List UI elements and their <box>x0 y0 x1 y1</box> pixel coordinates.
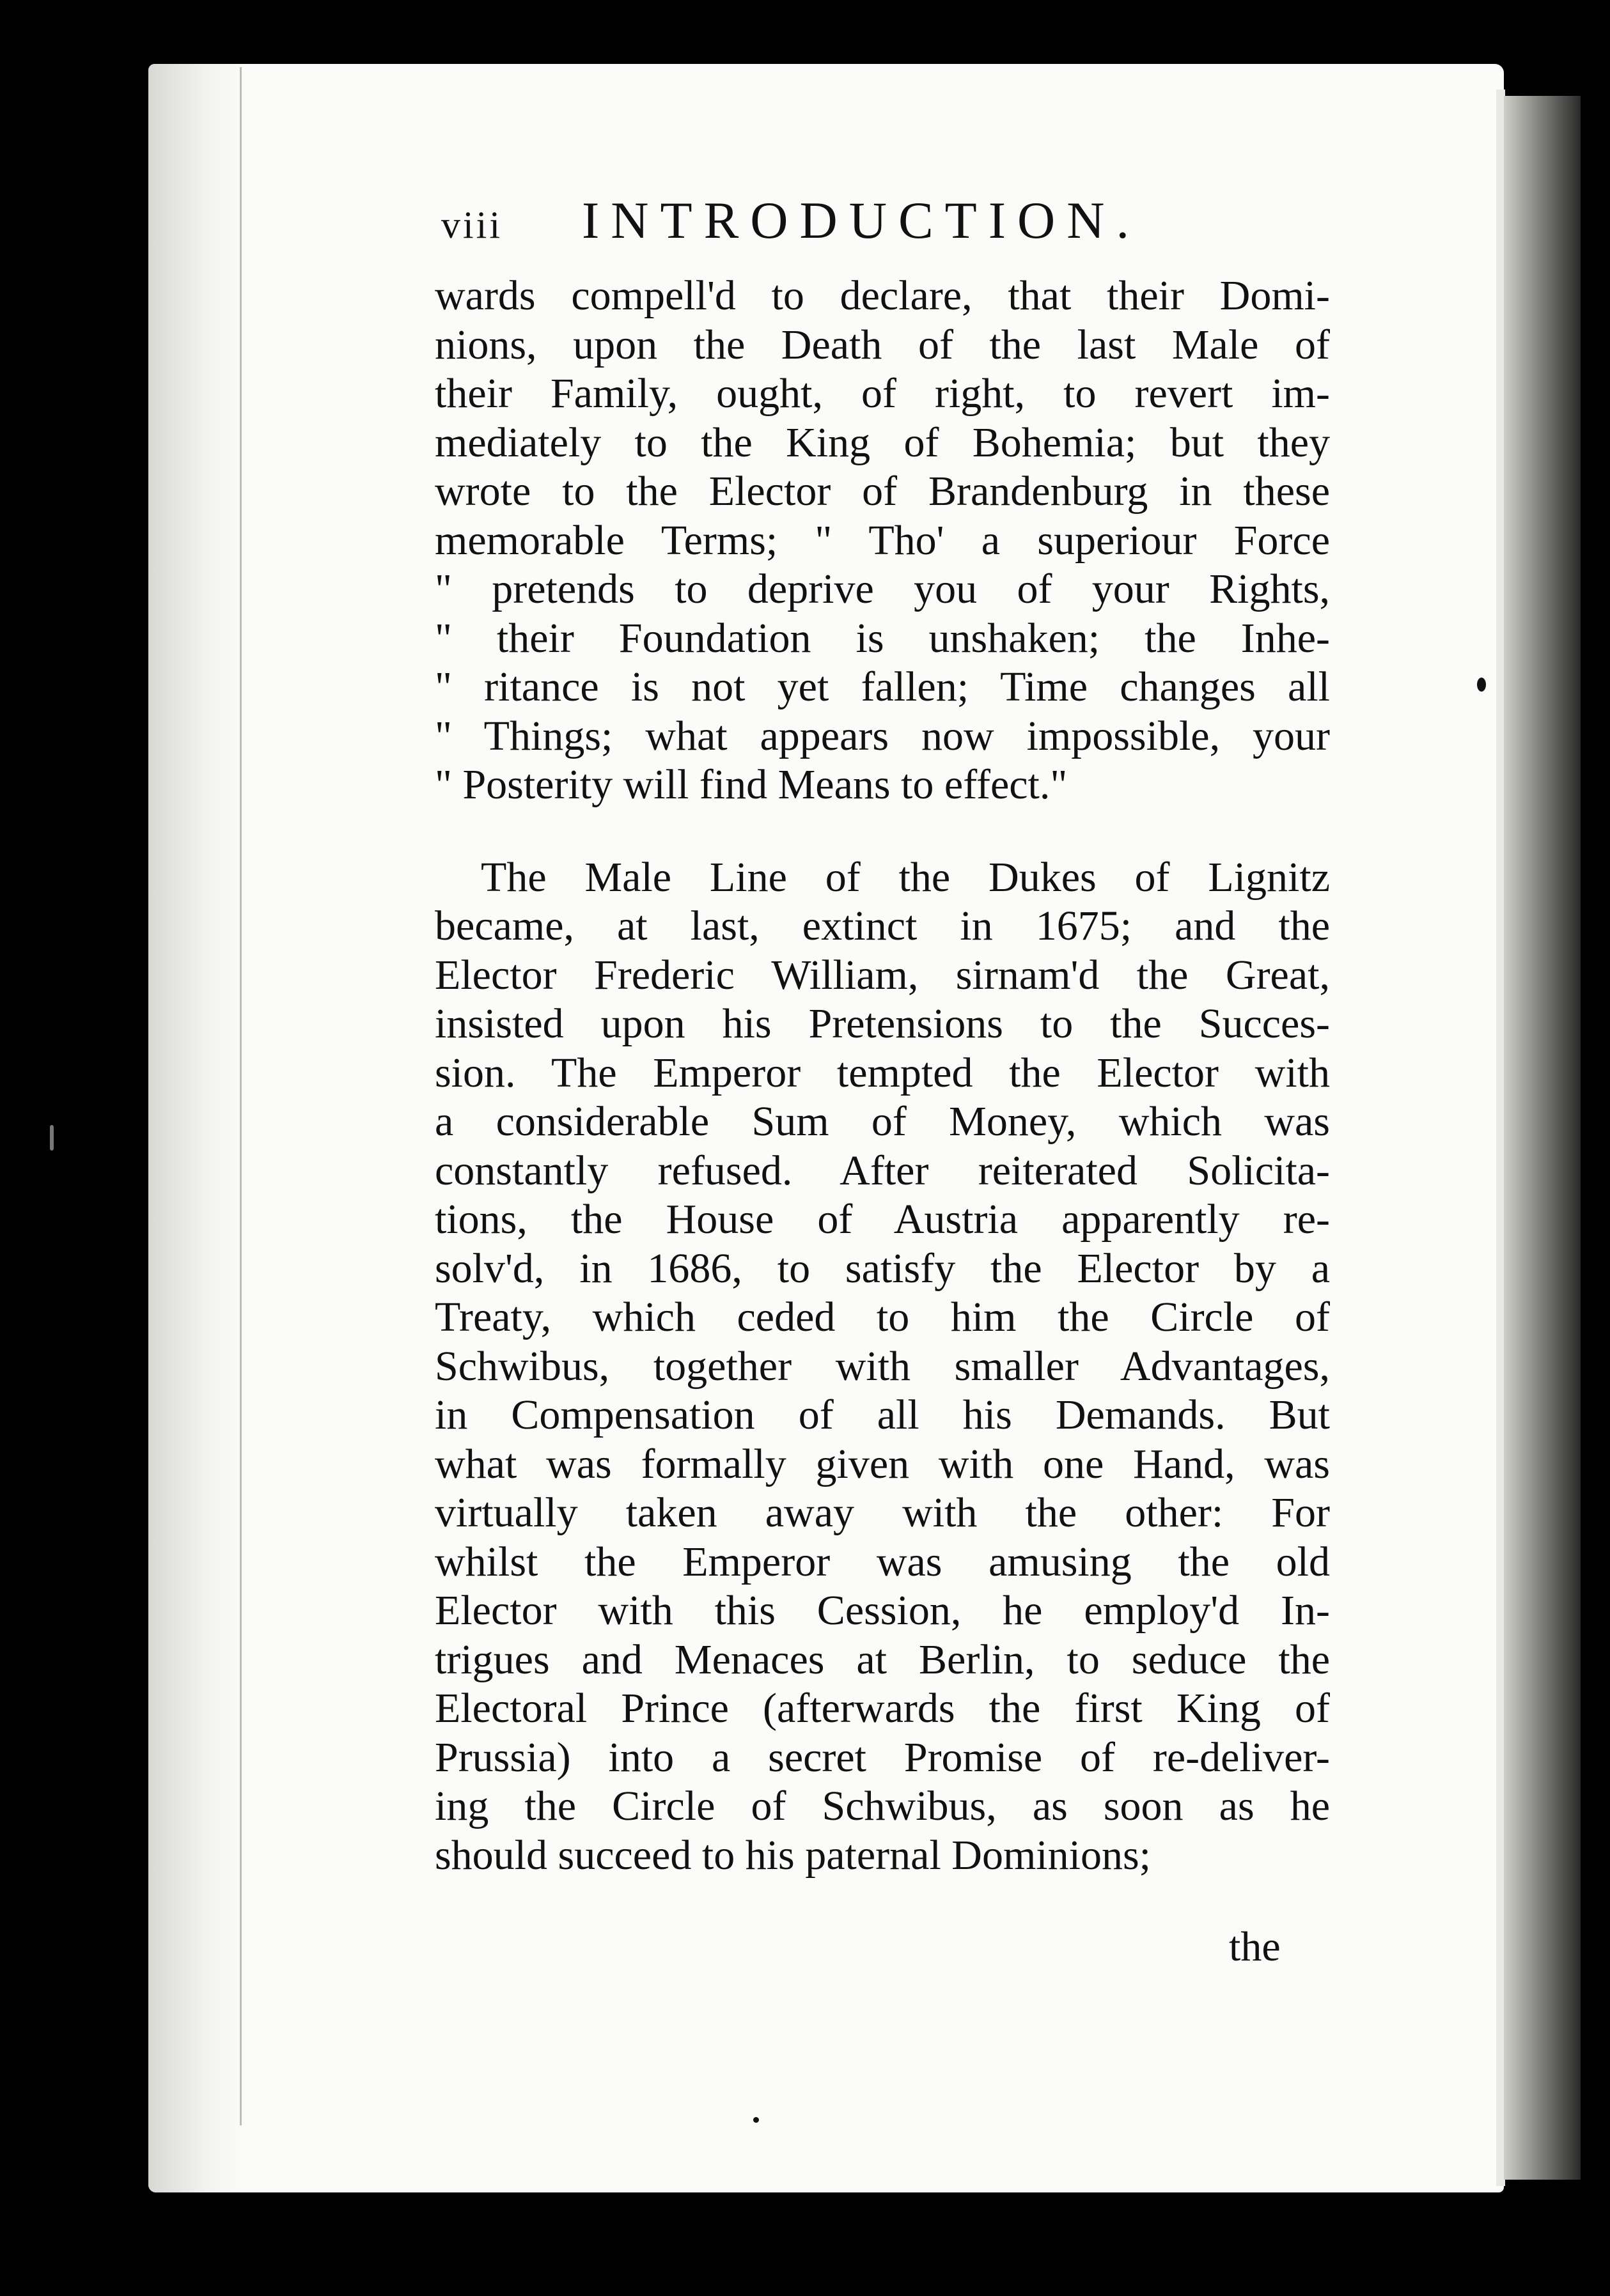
text-line: in Compensation of all his Demands. But <box>435 1392 1330 1438</box>
text-line: Elector with this Cession, he employ'd In- <box>435 1587 1330 1634</box>
text-line: wards compell'd to declare, that their Domi- <box>435 272 1330 319</box>
gutter-fold-line <box>240 67 242 2125</box>
text-line: ing the Circle of Schwibus, as soon as he <box>435 1783 1330 1829</box>
text-line: mediately to the King of Bohemia; but they <box>435 419 1330 466</box>
text-line: constantly refused. After reiterated Solicita- <box>435 1147 1330 1194</box>
text-line: should succeed to his paternal Dominions; <box>435 1831 1151 1879</box>
text-line: sion. The Emperor tempted the Elector with <box>435 1049 1330 1096</box>
text-line: " Things; what appears now impossible, your <box>435 712 1330 759</box>
paragraph-gap <box>435 810 1330 853</box>
text-line: " pretends to deprive you of your Rights, <box>435 566 1330 612</box>
text-line: " Posterity will find Means to effect." <box>435 761 1068 808</box>
page-gutter-shadow <box>148 64 244 2192</box>
text-line: virtually taken away with the other: For <box>435 1489 1330 1536</box>
text-line: trigues and Menaces at Berlin, to seduce the <box>435 1636 1330 1683</box>
text-line: became, at last, extinct in 1675; and the <box>435 903 1330 949</box>
text-line: tions, the House of Austria apparently re- <box>435 1196 1330 1243</box>
text-line: insisted upon his Pretensions to the Succes- <box>435 1000 1330 1047</box>
text-line: Treaty, which ceded to him the Circle of <box>435 1294 1330 1340</box>
text-line: whilst the Emperor was amusing the old <box>435 1538 1330 1585</box>
text-line: a considerable Sum of Money, which was <box>435 1098 1330 1145</box>
paragraph <box>435 272 1330 810</box>
running-head-title: INTRODUCTION. <box>582 191 1141 249</box>
text-line: " ritance is not yet fallen; Time changes all <box>435 663 1330 710</box>
text-line: The Male Line of the Dukes of Lignitz <box>481 853 1330 901</box>
text-line: what was formally given with one Hand, was <box>435 1440 1330 1487</box>
text-line: their Family, ought, of right, to revert im- <box>435 370 1330 417</box>
text-line: Schwibus, together with smaller Advantages, <box>435 1342 1330 1390</box>
page-number: viii <box>441 204 503 246</box>
text-line: wrote to the Elector of Brandenburg in these <box>435 468 1330 515</box>
ink-speck <box>1477 678 1486 692</box>
catchword: the <box>1229 1923 1281 1970</box>
text-line: memorable Terms; " Tho' a superiour Force <box>435 516 1330 564</box>
running-head <box>441 190 1208 267</box>
ink-speck <box>50 1125 54 1151</box>
text-line: Prussia) into a secret Promise of re-deliver- <box>435 1734 1330 1781</box>
paragraph <box>435 853 1330 1881</box>
text-line: solv'd, in 1686, to satisfy the Elector by a <box>435 1245 1330 1292</box>
text-line: nions, upon the Death of the last Male of <box>435 321 1330 368</box>
text-line: " their Foundation is unshaken; the Inhe- <box>435 614 1330 662</box>
text-line: Electoral Prince (afterwards the first King of <box>435 1685 1330 1732</box>
book-fore-edge <box>1504 96 1581 2180</box>
ink-speck <box>753 2117 759 2123</box>
body-text <box>435 272 1330 1880</box>
text-line: Elector Frederic William, sirnam'd the Great, <box>435 951 1330 998</box>
